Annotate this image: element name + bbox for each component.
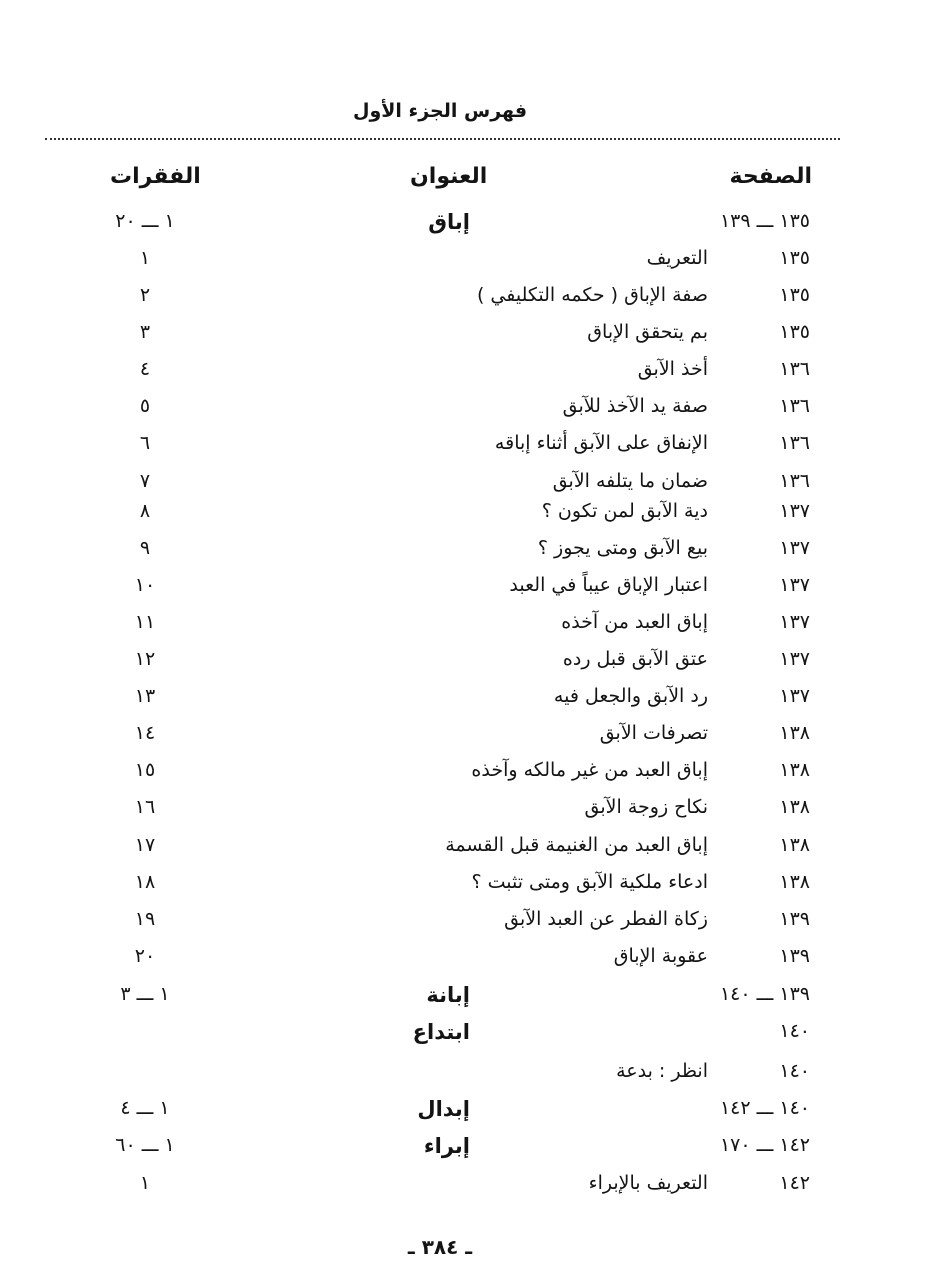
entry-paragraphs: ١ ـــ ٤ bbox=[120, 1097, 170, 1119]
entry-paragraphs: ٢٠ bbox=[134, 945, 156, 967]
index-row bbox=[0, 1097, 950, 1133]
index-row bbox=[0, 574, 950, 610]
entry-page: ١٣٩ ـــ ١٤٠ bbox=[719, 983, 810, 1005]
index-row bbox=[0, 796, 950, 832]
entry-page: ١٣٦ bbox=[779, 470, 810, 492]
entry-page: ١٤٠ ـــ ١٤٢ bbox=[719, 1097, 810, 1119]
entry-paragraphs: ١٣ bbox=[134, 685, 156, 707]
entry-page: ١٣٨ bbox=[779, 722, 810, 744]
index-row bbox=[0, 358, 950, 394]
index-row bbox=[0, 247, 950, 283]
entry-title: إباق bbox=[428, 210, 470, 234]
index-row bbox=[0, 871, 950, 907]
index-row bbox=[0, 1020, 950, 1056]
entry-page: ١٣٨ bbox=[779, 759, 810, 781]
index-row bbox=[0, 648, 950, 684]
entry-paragraphs: ١٥ bbox=[134, 759, 156, 781]
index-row bbox=[0, 834, 950, 870]
entry-title: إباق العبد من غير مالكه وآخذه bbox=[471, 759, 708, 781]
entry-paragraphs: ١ ـــ ٣ bbox=[120, 983, 170, 1005]
entry-title: عقوبة الإباق bbox=[613, 945, 708, 967]
entry-page: ١٣٧ bbox=[779, 685, 810, 707]
column-header-title: العنوان bbox=[410, 164, 488, 189]
index-row bbox=[0, 945, 950, 981]
entry-title: صفة يد الآخذ للآبق bbox=[562, 395, 708, 417]
entry-title: صفة الإباق ( حكمه التكليفي ) bbox=[476, 284, 708, 306]
index-row bbox=[0, 500, 950, 536]
entry-page: ١٣٧ bbox=[779, 648, 810, 670]
index-row bbox=[0, 759, 950, 795]
entry-title: رد الآبق والجعل فيه bbox=[553, 685, 708, 707]
entry-page: ١٣٨ bbox=[779, 834, 810, 856]
column-header-paragraphs: الفقرات bbox=[110, 164, 201, 189]
index-row bbox=[0, 983, 950, 1019]
entry-paragraphs: ١٨ bbox=[134, 871, 156, 893]
entry-paragraphs: ٢ bbox=[139, 284, 151, 306]
index-row bbox=[0, 611, 950, 647]
index-row bbox=[0, 908, 950, 944]
entry-page: ١٣٨ bbox=[779, 871, 810, 893]
entry-title: زكاة الفطر عن العبد الآبق bbox=[504, 908, 708, 930]
entry-title: نكاح زوجة الآبق bbox=[584, 796, 708, 818]
entry-title: اعتبار الإباق عيباً في العبد bbox=[509, 574, 708, 596]
entry-page: ١٣٥ bbox=[779, 321, 810, 343]
entry-paragraphs: ٣ bbox=[139, 321, 151, 343]
index-row bbox=[0, 537, 950, 573]
entry-title: ضمان ما يتلفه الآبق bbox=[552, 470, 708, 492]
entry-paragraphs: ٤ bbox=[139, 358, 151, 380]
entry-title: إباق العبد من آخذه bbox=[561, 611, 708, 633]
entry-title: تصرفات الآبق bbox=[599, 722, 708, 744]
index-row bbox=[0, 685, 950, 721]
entry-title: بم يتحقق الإباق bbox=[587, 321, 708, 343]
entry-paragraphs: ١ ـــ ٢٠ bbox=[115, 210, 175, 232]
entry-title: بيع الآبق ومتى يجوز ؟ bbox=[537, 537, 708, 559]
entry-title: التعريف bbox=[646, 247, 708, 269]
entry-page: ١٣٧ bbox=[779, 500, 810, 522]
entry-paragraphs: ١٢ bbox=[134, 648, 156, 670]
entry-title: الإنفاق على الآبق أثناء إباقه bbox=[494, 432, 708, 454]
entry-page: ١٤٠ bbox=[779, 1020, 810, 1042]
entry-paragraphs: ٥ bbox=[139, 395, 151, 417]
entry-paragraphs: ٩ bbox=[139, 537, 151, 559]
entry-page: ١٤٠ bbox=[779, 1060, 810, 1082]
entry-page: ١٣٧ bbox=[779, 611, 810, 633]
entry-paragraphs: ١٩ bbox=[134, 908, 156, 930]
entry-title: أخذ الآبق bbox=[637, 358, 708, 380]
entry-page: ١٣٦ bbox=[779, 432, 810, 454]
index-row bbox=[0, 722, 950, 758]
entry-title: ادعاء ملكية الآبق ومتى تثبت ؟ bbox=[471, 871, 708, 893]
entry-paragraphs: ١ bbox=[139, 1172, 151, 1194]
index-row bbox=[0, 432, 950, 468]
entry-paragraphs: ٧ bbox=[139, 470, 151, 492]
index-row bbox=[0, 1172, 950, 1208]
entry-page: ١٣٧ bbox=[779, 574, 810, 596]
index-row bbox=[0, 395, 950, 431]
entry-title: انظر : بدعة bbox=[616, 1060, 708, 1082]
entry-title: إباق العبد من الغنيمة قبل القسمة bbox=[445, 834, 708, 856]
column-header-page: الصفحة bbox=[729, 164, 812, 189]
entry-title: دية الآبق لمن تكون ؟ bbox=[541, 500, 708, 522]
entry-page: ١٣٥ ـــ ١٣٩ bbox=[719, 210, 810, 232]
entry-page: ١٤٢ bbox=[779, 1172, 810, 1194]
entry-title: التعريف بالإبراء bbox=[588, 1172, 708, 1194]
entry-page: ١٣٧ bbox=[779, 537, 810, 559]
entry-page: ١٣٨ bbox=[779, 796, 810, 818]
entry-paragraphs: ١١ bbox=[134, 611, 156, 633]
page-header-title: فهرس الجزء الأول bbox=[352, 100, 528, 122]
entry-page: ١٣٥ bbox=[779, 247, 810, 269]
index-row bbox=[0, 1060, 950, 1096]
index-row bbox=[0, 210, 950, 246]
entry-paragraphs: ٦ bbox=[139, 432, 151, 454]
entry-paragraphs: ١٦ bbox=[134, 796, 156, 818]
entry-title: إبدال bbox=[417, 1097, 470, 1121]
entry-page: ١٣٥ bbox=[779, 284, 810, 306]
entry-paragraphs: ١٤ bbox=[134, 722, 156, 744]
entry-page: ١٣٦ bbox=[779, 358, 810, 380]
entry-title: إبراء bbox=[423, 1134, 470, 1158]
entry-paragraphs: ١ ـــ ٦٠ bbox=[115, 1134, 175, 1156]
entry-paragraphs: ١٠ bbox=[134, 574, 156, 596]
entry-title: إبانة bbox=[426, 983, 470, 1007]
entry-page: ١٣٩ bbox=[779, 908, 810, 930]
index-row bbox=[0, 284, 950, 320]
index-row bbox=[0, 321, 950, 357]
entry-page: ١٣٦ bbox=[779, 395, 810, 417]
entry-page: ١٤٢ ـــ ١٧٠ bbox=[719, 1134, 810, 1156]
entry-paragraphs: ١٧ bbox=[134, 834, 156, 856]
entry-page: ١٣٩ bbox=[779, 945, 810, 967]
entry-title: عتق الآبق قبل رده bbox=[562, 648, 708, 670]
entry-paragraphs: ٨ bbox=[139, 500, 151, 522]
entry-paragraphs: ١ bbox=[139, 247, 151, 269]
page-number: ـ ٣٨٤ ـ bbox=[407, 1235, 473, 1259]
index-row bbox=[0, 1134, 950, 1170]
entry-title: ابتداع bbox=[412, 1020, 470, 1044]
